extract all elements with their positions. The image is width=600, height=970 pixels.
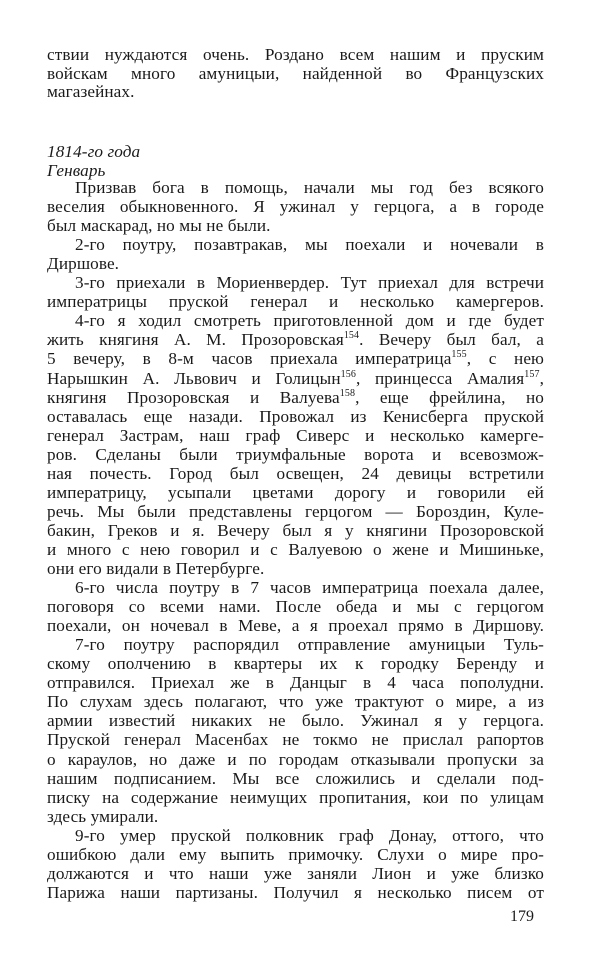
text-line: здесь умирали. [47,806,159,826]
section-heading-month: Генварь [47,161,106,180]
text-line: поговоря со всеми нами. После обеда и мы с герцогом [47,597,544,617]
section-heading-year: 1814-го года [47,142,141,161]
text-line: ров. Сделаны были триумфальные ворота и всевозмож- [47,444,544,464]
text-line: войскам много амуницыи, найденной во Французских [47,63,544,83]
footnote-ref: 156 [340,368,356,380]
text-line: должаются и что наши уже заняли Лион и уже близко [47,863,544,883]
text-line: императрицы пруской генерал и несколько камергеров. [47,292,544,312]
text-line: Парижа наши партизаны. Получил я несколько писем от [47,882,544,902]
text-line: ошибкою дали ему выпить примочку. Слухи о мире про- [47,844,544,864]
text-line: Диршове. [47,254,120,274]
text-line: и много с нею говорил и с Валуевою о жене и Мишиньке, [47,539,544,559]
text-line: По слухам здесь полагают, что уже трактуют о мире, а из [47,692,544,712]
text-line: Пруской генерал Масенбах не токмо не прислал рапортов [47,730,544,750]
text-line: ная почесть. Город был освещен, 24 девицы встретили [47,463,544,483]
footnote-ref: 157 [524,368,540,380]
footnote-ref: 154 [343,330,360,342]
text-line: 2-го поутру, позавтракав, мы поехали и ночевали в [75,235,544,255]
text-line: Нарышкин А. Львович и Голицын$^{156}$, принцесса Амалия$^{157}$, [47,368,544,388]
text-line: 5 вечеру, в 8-м часов приехала императрица$^{155}$, с нею [47,349,544,369]
text-line: 3-го приехали в Мориенвердер. Тут приехал для встречи [75,273,544,293]
text-line: речь. Мы были представлены герцогом — Бороздин, Куле- [47,501,544,521]
text-line: армии известий никаких не было. Ужинал я у герцога. [47,711,544,731]
text-line: нашим подписанием. Мы все сложились и сделали под- [47,768,544,788]
text-line: они его видали в Петербурге. [47,559,265,578]
text-line: бакин, Греков и я. Вечеру был я у княгини Прозоровской [47,520,544,540]
text-line: 6-го числа поутру в 7 часов императрица поехала далее, [75,578,544,598]
text-line: поехали, он ночевал в Меве, а я проехал прямо в Диршову. [47,616,544,636]
text-line: отправился. Приехал же в Данцыг в 4 часа пополудни. [47,673,544,693]
text-line: 4-го я ходил смотреть приготовленной дом и где будет [75,311,544,331]
text-line: оставалась еще назади. Провожал из Кенисберга пруской [47,406,544,426]
footnote-ref: 155 [451,349,467,361]
text-line: 7-го поутру распорядил отправление амуницыи Туль- [75,635,544,655]
text-line: писку на содержание неимущих пропитания, кои по улицам [47,787,544,807]
footnote-ref: 158 [339,387,356,399]
text-line: о караулов, но даже и по городам отказывали пропуски за [47,749,544,769]
text-line: магазейнах. [47,82,135,102]
text-line: императрицу, усыпали цветами дорогу и говорили ей [47,482,544,502]
text-line: был маскарад, но мы не были. [47,216,271,236]
text-line: Призвав бога в помощь, начали мы год без всякого [75,178,544,197]
text-line: генерал Застрам, наш граф Сиверс и несколько камерге- [47,425,544,445]
text-line: скому ополчению в квартеры их к городку Беренду и [47,654,544,674]
text-line: 9-го умер пруской полковник граф Донау, оттого, что [75,825,544,845]
text-line: княгиня Прозоровская и Валуева$^{158}$, еще фрейлина, но [47,387,544,407]
text-line: жить княгиня А. М. Прозоровская$^{154}$. Вечеру был бал, а [47,330,544,350]
page-number: 179 [510,908,534,925]
text-line: веселия обыкновенного. Я ужинал у герцога, а в городе [47,197,544,217]
text-line: ствии нуждаются очень. Роздано всем нашим и пруским [47,45,544,64]
